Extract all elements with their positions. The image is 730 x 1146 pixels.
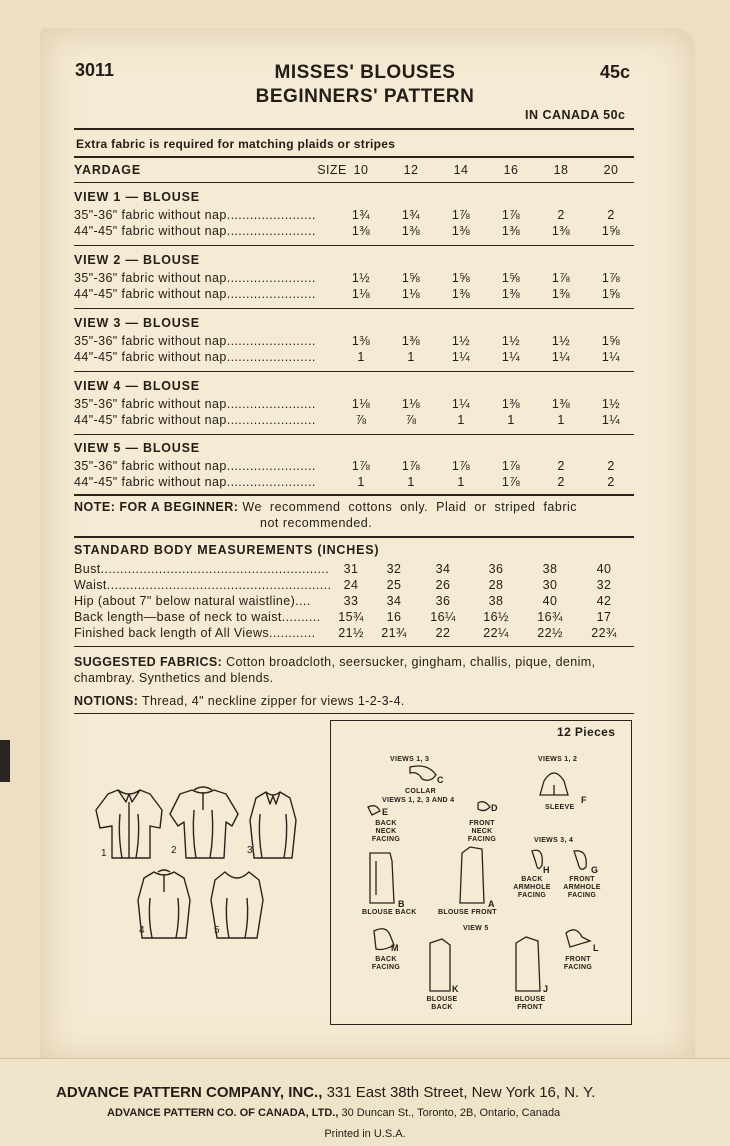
view-number: 4 [139, 925, 145, 936]
yardage-row [74, 397, 634, 413]
yardage-value: 1½ [451, 334, 471, 348]
fabric-width-label: 44"-45" fabric without nap....................... [74, 350, 316, 364]
suggested-line-2: chambray. Synthetics and blends. [74, 671, 274, 685]
measurement-value: 22½ [537, 626, 563, 640]
piece-letter: C [437, 775, 444, 785]
measurement-value: 32 [596, 578, 612, 592]
piece-label: SLEEVE [545, 804, 575, 811]
extra-fabric-note: Extra fabric is required for matching plaids or stripes [76, 137, 396, 151]
yardage-value: 1⅜ [501, 287, 521, 301]
view-number: 5 [214, 925, 220, 936]
divider [74, 494, 634, 496]
notions-text: Thread, 4" neckline zipper for views 1-2-3-4. [141, 694, 405, 708]
view-title: VIEW 1 — BLOUSE [74, 190, 200, 204]
piece-label: VIEWS 1, 2, 3 AND 4 [382, 797, 455, 804]
yardage-value: 1¼ [601, 413, 621, 427]
measurement-label: Finished back length of All Views............ [74, 626, 316, 640]
yardage-value: 1¼ [601, 350, 621, 364]
measurement-value: 33 [343, 594, 359, 608]
front-neck-facing-piece [478, 802, 490, 811]
front-facing-piece [566, 930, 590, 947]
yardage-value: 2 [557, 475, 565, 489]
piece-letter: B [398, 899, 405, 909]
piece-letter: M [391, 943, 399, 953]
blouse-front-piece [460, 847, 484, 903]
yardage-value: 1¾ [401, 208, 421, 222]
yardage-value: 1⅝ [501, 271, 521, 285]
pieces-count: 12 Pieces [557, 725, 616, 739]
measurement-value: 25 [386, 578, 402, 592]
view-title: VIEW 5 — BLOUSE [74, 441, 200, 455]
yardage-value: 1 [507, 413, 515, 427]
divider [74, 128, 634, 130]
fabric-width-label: 35"-36" fabric without nap....................... [74, 459, 316, 473]
measurement-row [74, 594, 634, 610]
yardage-value: 1¼ [451, 350, 471, 364]
view-3-blouse-illustration [250, 792, 296, 858]
yardage-value: 1⅞ [601, 271, 621, 285]
yardage-value: 1⅞ [451, 459, 471, 473]
view-number: 2 [171, 845, 177, 856]
yardage-value: 1⅜ [401, 224, 421, 238]
blouse-front-view5-piece [516, 937, 540, 991]
yardage-value: 1¼ [501, 350, 521, 364]
divider [74, 536, 634, 538]
measurement-row [74, 610, 634, 626]
yardage-value: 1 [357, 475, 365, 489]
canada-price: IN CANADA 50c [525, 108, 626, 122]
divider [74, 371, 634, 372]
yardage-value: 1⅜ [451, 224, 471, 238]
yardage-value: 1 [407, 475, 415, 489]
yardage-value: 1⅜ [401, 334, 421, 348]
note-text-2: not recommended. [260, 516, 373, 530]
yardage-value: ⅞ [405, 413, 417, 427]
canada-line [107, 1107, 560, 1119]
yardage-value: 1¾ [351, 208, 371, 222]
yardage-value: 1 [557, 413, 565, 427]
view-4-blouse-illustration [138, 870, 190, 938]
piece-letter: F [581, 795, 587, 805]
measurement-value: 31 [343, 562, 359, 576]
size-col: 14 [453, 163, 469, 177]
measurement-value: 38 [488, 594, 504, 608]
note-label: NOTE: FOR A BEGINNER: [74, 500, 239, 514]
yardage-value: 1½ [351, 271, 371, 285]
piece-label: VIEW 5 [463, 925, 489, 932]
yardage-value: 1⅜ [501, 224, 521, 238]
yardage-value: 1⅛ [351, 287, 371, 301]
size-col: 20 [603, 163, 619, 177]
view-illustrations [90, 780, 320, 940]
fabric-width-label: 35"-36" fabric without nap....................... [74, 397, 316, 411]
measurement-row [74, 562, 634, 578]
yardage-value: 1¼ [551, 350, 571, 364]
yardage-value: 1⅛ [401, 397, 421, 411]
suggested-fabrics [74, 655, 596, 669]
piece-label: BACK FACING [371, 956, 401, 971]
measurement-value: 36 [435, 594, 451, 608]
measurement-value: 17 [596, 610, 612, 624]
fabric-width-label: 44"-45" fabric without nap....................... [74, 224, 316, 238]
fabric-width-label: 44"-45" fabric without nap....................... [74, 413, 316, 427]
canada-address: 30 Duncan St., Toronto, 2B, Ontario, Canada [341, 1107, 561, 1119]
yardage-value: 1⅞ [501, 475, 521, 489]
piece-letter: A [488, 899, 495, 909]
size-col: 18 [553, 163, 569, 177]
yardage-value: 1 [407, 350, 415, 364]
measurement-value: 22 [435, 626, 451, 640]
measurement-value: 38 [542, 562, 558, 576]
measurement-value: 40 [596, 562, 612, 576]
piece-letter: D [491, 803, 498, 813]
size-col: 12 [403, 163, 419, 177]
company-line [56, 1084, 595, 1101]
measurement-label: Bust........................................................... [74, 562, 330, 576]
view-title: VIEW 3 — BLOUSE [74, 316, 200, 330]
fabric-width-label: 35"-36" fabric without nap....................... [74, 334, 316, 348]
size-col: 10 [353, 163, 369, 177]
yardage-value: 1⅝ [401, 271, 421, 285]
measurement-value: 16 [386, 610, 402, 624]
view-number: 3 [247, 845, 253, 856]
yardage-value: 2 [607, 475, 615, 489]
yardage-value: 1⅛ [401, 287, 421, 301]
measurement-row [74, 626, 634, 642]
notions [74, 694, 405, 708]
piece-label: COLLAR [405, 788, 436, 795]
view-title: VIEW 4 — BLOUSE [74, 379, 200, 393]
measurement-value: 22¾ [591, 626, 617, 640]
view-title: VIEW 2 — BLOUSE [74, 253, 200, 267]
measurement-row [74, 578, 634, 594]
divider [74, 182, 634, 183]
yardage-value: 1⅛ [351, 397, 371, 411]
printed-in: Printed in U.S.A. [324, 1128, 406, 1140]
pattern-title: MISSES' BLOUSES [274, 62, 456, 83]
divider [74, 245, 634, 246]
note-text: We recommend cottons only. Plaid or striped fabric [242, 500, 578, 514]
yardage-value: 1 [357, 350, 365, 364]
yardage-value: 2 [607, 459, 615, 473]
yardage-value: 1½ [501, 334, 521, 348]
price: 45c [600, 62, 631, 82]
view-number: 1 [101, 848, 107, 859]
measurement-value: 24 [343, 578, 359, 592]
fabric-width-label: 35"-36" fabric without nap....................... [74, 271, 316, 285]
back-armhole-facing-piece [532, 850, 542, 868]
pattern-number: 3011 [75, 60, 115, 80]
divider [74, 713, 634, 714]
yardage-value: 1⅝ [601, 334, 621, 348]
piece-label: FRONT ARMHOLE FACING [563, 876, 601, 899]
yardage-value: 1⅜ [351, 334, 371, 348]
yardage-value: 1⅞ [501, 208, 521, 222]
back-neck-facing-piece [368, 806, 380, 815]
blouse-back-piece [370, 853, 394, 903]
piece-label: VIEWS 3, 4 [534, 837, 574, 844]
measurement-value: 42 [596, 594, 612, 608]
piece-label: VIEWS 1, 2 [538, 756, 578, 763]
yardage-value: 1 [457, 413, 465, 427]
piece-label: BACK ARMHOLE FACING [513, 876, 551, 899]
piece-label: BLOUSE FRONT [514, 996, 546, 1011]
yardage-value: 1½ [601, 397, 621, 411]
yardage-row [74, 413, 634, 429]
yardage-value: 1⅜ [351, 224, 371, 238]
measurement-value: 22¼ [483, 626, 509, 640]
measurement-value: 15¾ [338, 610, 364, 624]
measurement-value: 21¾ [381, 626, 407, 640]
yardage-value: 1⅝ [601, 287, 621, 301]
front-armhole-facing-piece [574, 851, 586, 869]
yardage-label: YARDAGE [74, 163, 141, 177]
piece-label: VIEWS 1, 3 [390, 756, 430, 763]
measurement-label: Waist.......................................................... [74, 578, 332, 592]
yardage-value: 1⅝ [451, 271, 471, 285]
measurement-value: 34 [435, 562, 451, 576]
piece-letter: L [593, 943, 599, 953]
notions-label: NOTIONS: [74, 694, 139, 708]
suggested-label: SUGGESTED FABRICS: [74, 655, 223, 669]
fabric-width-label: 44"-45" fabric without nap....................... [74, 287, 316, 301]
yardage-value: 1 [457, 475, 465, 489]
piece-label: BLOUSE BACK [426, 996, 458, 1011]
piece-letter: G [591, 865, 599, 875]
collar-piece [410, 766, 436, 780]
measurement-value: 26 [435, 578, 451, 592]
yardage-value: 2 [557, 208, 565, 222]
measurement-value: 28 [488, 578, 504, 592]
yardage-row [74, 350, 634, 366]
canada-company: ADVANCE PATTERN CO. OF CANADA, LTD., [107, 1107, 339, 1119]
piece-letter: H [543, 865, 550, 875]
measurement-value: 16¾ [537, 610, 563, 624]
piece-label: FRONT NECK FACING [467, 820, 497, 843]
yardage-header [74, 163, 634, 179]
pattern-subtitle: BEGINNERS' PATTERN [255, 86, 475, 107]
measurement-label: Back length—base of neck to waist.......... [74, 610, 321, 624]
measurement-label: Hip (about 7" below natural waistline).... [74, 594, 311, 608]
view-2-blouse-illustration [170, 787, 238, 858]
yardage-row [74, 459, 634, 475]
fabric-width-label: 35"-36" fabric without nap....................... [74, 208, 316, 222]
yardage-row [74, 208, 634, 224]
measurement-value: 36 [488, 562, 504, 576]
beginner-note [74, 500, 577, 514]
yardage-value: 2 [557, 459, 565, 473]
measurement-value: 32 [386, 562, 402, 576]
measurement-value: 40 [542, 594, 558, 608]
piece-letter: J [543, 984, 549, 994]
size-col: 16 [503, 163, 519, 177]
measurements-title: STANDARD BODY MEASUREMENTS (INCHES) [74, 543, 380, 557]
divider [74, 646, 634, 647]
divider [74, 308, 634, 309]
yardage-row [74, 224, 634, 240]
yardage-value: 1⅞ [351, 459, 371, 473]
yardage-value: 1⅞ [401, 459, 421, 473]
yardage-value: 2 [607, 208, 615, 222]
yardage-value: 1⅜ [551, 224, 571, 238]
measurement-value: 30 [542, 578, 558, 592]
measurement-value: 16¼ [430, 610, 456, 624]
side-tab [0, 740, 10, 782]
yardage-value: 1⅝ [601, 224, 621, 238]
divider [74, 434, 634, 435]
piece-label: FRONT FACING [563, 956, 593, 971]
measurement-value: 16½ [483, 610, 509, 624]
yardage-value: 1⅞ [551, 271, 571, 285]
size-label: SIZE [317, 163, 347, 177]
yardage-row [74, 475, 634, 491]
yardage-value: 1¼ [451, 397, 471, 411]
yardage-value: ⅞ [355, 413, 367, 427]
yardage-value: 1⅜ [451, 287, 471, 301]
yardage-value: 1⅜ [551, 287, 571, 301]
yardage-row [74, 271, 634, 287]
yardage-row [74, 334, 634, 350]
divider [74, 156, 634, 158]
yardage-value: 1½ [551, 334, 571, 348]
suggested-line-1: Cotton broadcloth, seersucker, gingham, challis, pique, denim, [226, 655, 596, 669]
piece-label: BLOUSE FRONT [438, 909, 497, 916]
measurement-value: 34 [386, 594, 402, 608]
piece-letter: K [452, 984, 459, 994]
yardage-value: 1⅜ [501, 397, 521, 411]
fabric-width-label: 44"-45" fabric without nap....................... [74, 475, 316, 489]
piece-label: BLOUSE BACK [362, 909, 417, 916]
yardage-value: 1⅞ [501, 459, 521, 473]
yardage-row [74, 287, 634, 303]
yardage-value: 1⅜ [551, 397, 571, 411]
company-address: 331 East 38th Street, New York 16, N. Y. [326, 1084, 596, 1101]
company-name: ADVANCE PATTERN COMPANY, INC., [56, 1084, 323, 1101]
yardage-value: 1⅞ [451, 208, 471, 222]
piece-letter: E [382, 807, 389, 817]
measurement-value: 21½ [338, 626, 364, 640]
blouse-back-view5-piece [430, 939, 450, 991]
piece-label: BACK NECK FACING [371, 820, 401, 843]
